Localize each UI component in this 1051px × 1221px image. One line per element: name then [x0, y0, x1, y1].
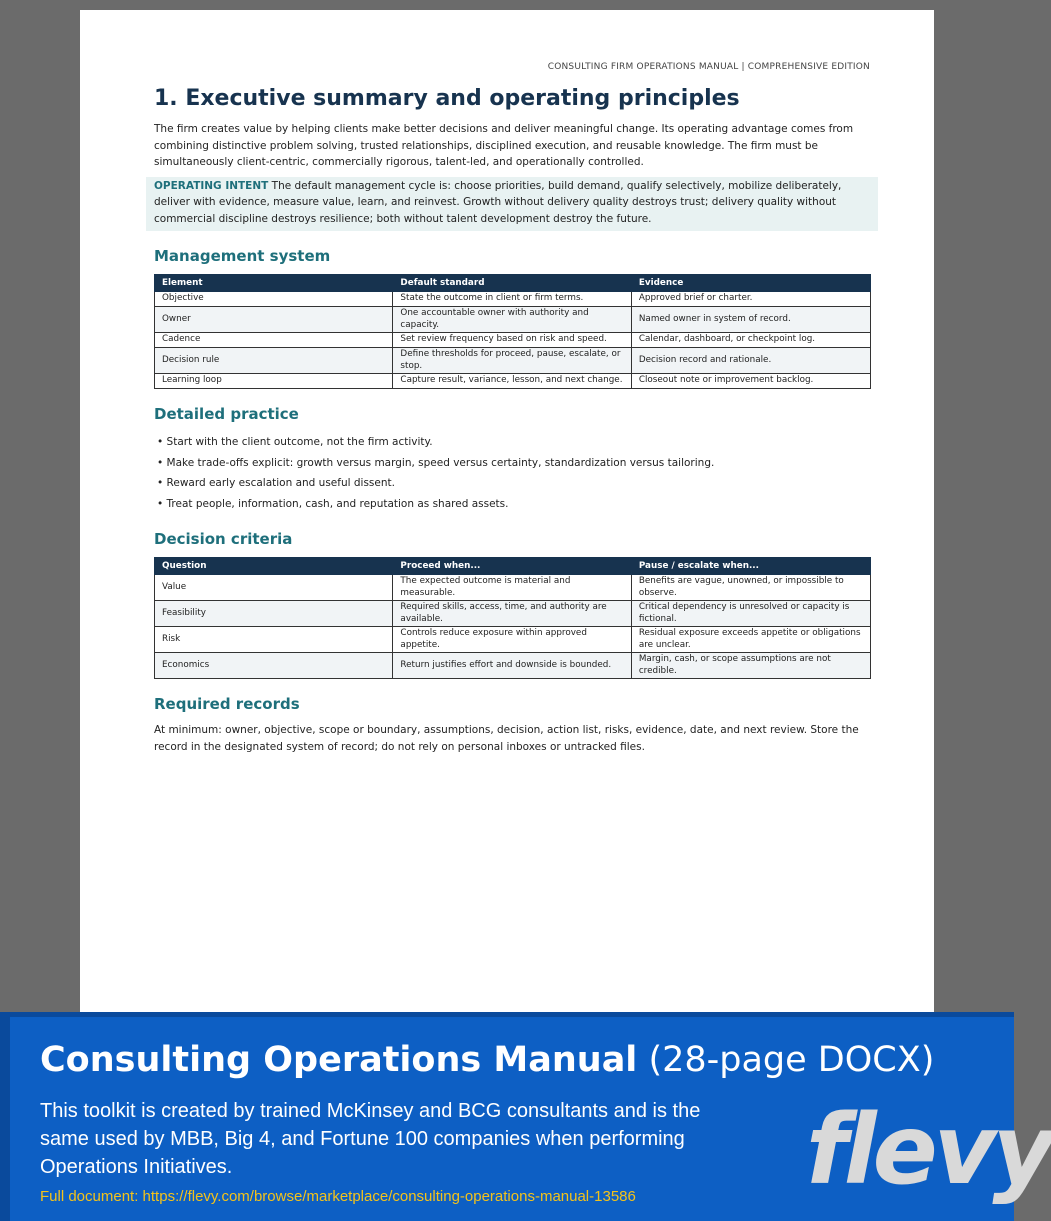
table-cell: Margin, cash, or scope assumptions are not credible.	[631, 653, 870, 679]
operating-intent-callout	[146, 177, 878, 232]
table-cell: Define thresholds for proceed, pause, escalate, or stop.	[393, 348, 631, 374]
table-row	[155, 307, 871, 333]
column-header: Pause / escalate when...	[631, 558, 870, 575]
table-cell: Residual exposure exceeds appetite or obligations are unclear.	[631, 627, 870, 653]
practice-list	[154, 432, 870, 514]
banner-title-rest: (28-page DOCX)	[637, 1040, 935, 1080]
table-cell: Set review frequency based on risk and speed.	[393, 333, 631, 348]
table-cell: Critical dependency is unresolved or capacity is fictional.	[631, 601, 870, 627]
callout-text: The default management cycle is: choose priorities, build demand, qualify selectively, mobilize deliberately, deliver with evidence, measure value, learn, and reinvest. Growth without delivery quality destroys trust; delivery quality without commercial discipline destroys resilience; both without talent development destroy the future.	[154, 179, 842, 225]
table-cell: Return justifies effort and downside is bounded.	[393, 653, 631, 679]
criteria-table	[154, 557, 871, 679]
table-cell: Capture result, variance, lesson, and next change.	[393, 374, 631, 389]
records-paragraph: At minimum: owner, objective, scope or boundary, assumptions, decision, action list, risks, evidence, date, and next review. Store the record in the designated system of record; do not rely on personal inboxes or untracked files.	[154, 724, 859, 753]
section-heading-management: Management system	[154, 247, 331, 265]
banner-left-edge	[0, 1012, 10, 1221]
banner-description: This toolkit is created by trained McKinsey and BCG consultants and is the same used by MBB, Big 4, and Fortune 100 companies when performing Operations Initiatives.	[40, 1100, 701, 1178]
table-cell: Benefits are vague, unowned, or impossible to observe.	[631, 575, 870, 601]
table-row	[155, 292, 871, 307]
column-header: Default standard	[393, 275, 631, 292]
table-cell: One accountable owner with authority and capacity.	[393, 307, 631, 333]
table-cell: Owner	[155, 307, 393, 333]
banner-top-edge	[0, 1012, 1014, 1017]
list-item: • Make trade-offs explicit: growth versus margin, speed versus certainty, standardization versus tailoring.	[157, 453, 870, 474]
table-cell: Decision record and rationale.	[631, 348, 870, 374]
table-cell: Objective	[155, 292, 393, 307]
table-cell: Controls reduce exposure within approved appetite.	[393, 627, 631, 653]
table-header-row	[155, 558, 871, 575]
list-item: • Treat people, information, cash, and reputation as shared assets.	[157, 494, 870, 515]
management-table	[154, 274, 871, 389]
table-row	[155, 627, 871, 653]
column-header: Element	[155, 275, 393, 292]
column-header: Question	[155, 558, 393, 575]
section-heading-criteria: Decision criteria	[154, 530, 293, 548]
page-title: 1. Executive summary and operating principles	[154, 86, 740, 111]
column-header: Evidence	[631, 275, 870, 292]
banner-title-strong: Consulting Operations Manual	[40, 1040, 638, 1080]
document-link[interactable]: Full document: https://flevy.com/browse/marketplace/consulting-operations-manual-13586	[40, 1188, 636, 1205]
table-cell: Closeout note or improvement backlog.	[631, 374, 870, 389]
table-row	[155, 575, 871, 601]
section-heading-records: Required records	[154, 695, 300, 713]
table-cell: Economics	[155, 653, 393, 679]
banner-title	[40, 1040, 934, 1080]
table-cell: Decision rule	[155, 348, 393, 374]
table-cell: Learning loop	[155, 374, 393, 389]
callout-tag: OPERATING INTENT	[154, 179, 269, 192]
list-item: • Start with the client outcome, not the firm activity.	[157, 432, 870, 453]
table-cell: Required skills, access, time, and authority are available.	[393, 601, 631, 627]
table-cell: Cadence	[155, 333, 393, 348]
table-cell: The expected outcome is material and measurable.	[393, 575, 631, 601]
table-cell: Approved brief or charter.	[631, 292, 870, 307]
running-header: CONSULTING FIRM OPERATIONS MANUAL | COMPREHENSIVE EDITION	[547, 62, 870, 72]
table-row	[155, 348, 871, 374]
section-heading-practice: Detailed practice	[154, 405, 299, 423]
table-row	[155, 333, 871, 348]
table-cell: Calendar, dashboard, or checkpoint log.	[631, 333, 870, 348]
table-cell: Value	[155, 575, 393, 601]
flevy-logo: flevy	[806, 1094, 1051, 1206]
table-cell: State the outcome in client or firm terms.	[393, 292, 631, 307]
intro-paragraph: The firm creates value by helping clients make better decisions and deliver meaningful change. Its operating advantage comes from combining distinctive problem solving, trusted relationships, disciplined execution, and reusable knowledge. The firm must be simultaneously client-centric, commercially rigorous, talent-led, and operationally controlled.	[154, 123, 854, 168]
table-row	[155, 653, 871, 679]
table-row	[155, 601, 871, 627]
table-cell: Risk	[155, 627, 393, 653]
table-header-row	[155, 275, 871, 292]
list-item: • Reward early escalation and useful dissent.	[157, 473, 870, 494]
document-page	[80, 10, 934, 1012]
column-header: Proceed when...	[393, 558, 631, 575]
page-content	[154, 86, 870, 755]
table-cell: Feasibility	[155, 601, 393, 627]
table-row	[155, 374, 871, 389]
table-cell: Named owner in system of record.	[631, 307, 870, 333]
